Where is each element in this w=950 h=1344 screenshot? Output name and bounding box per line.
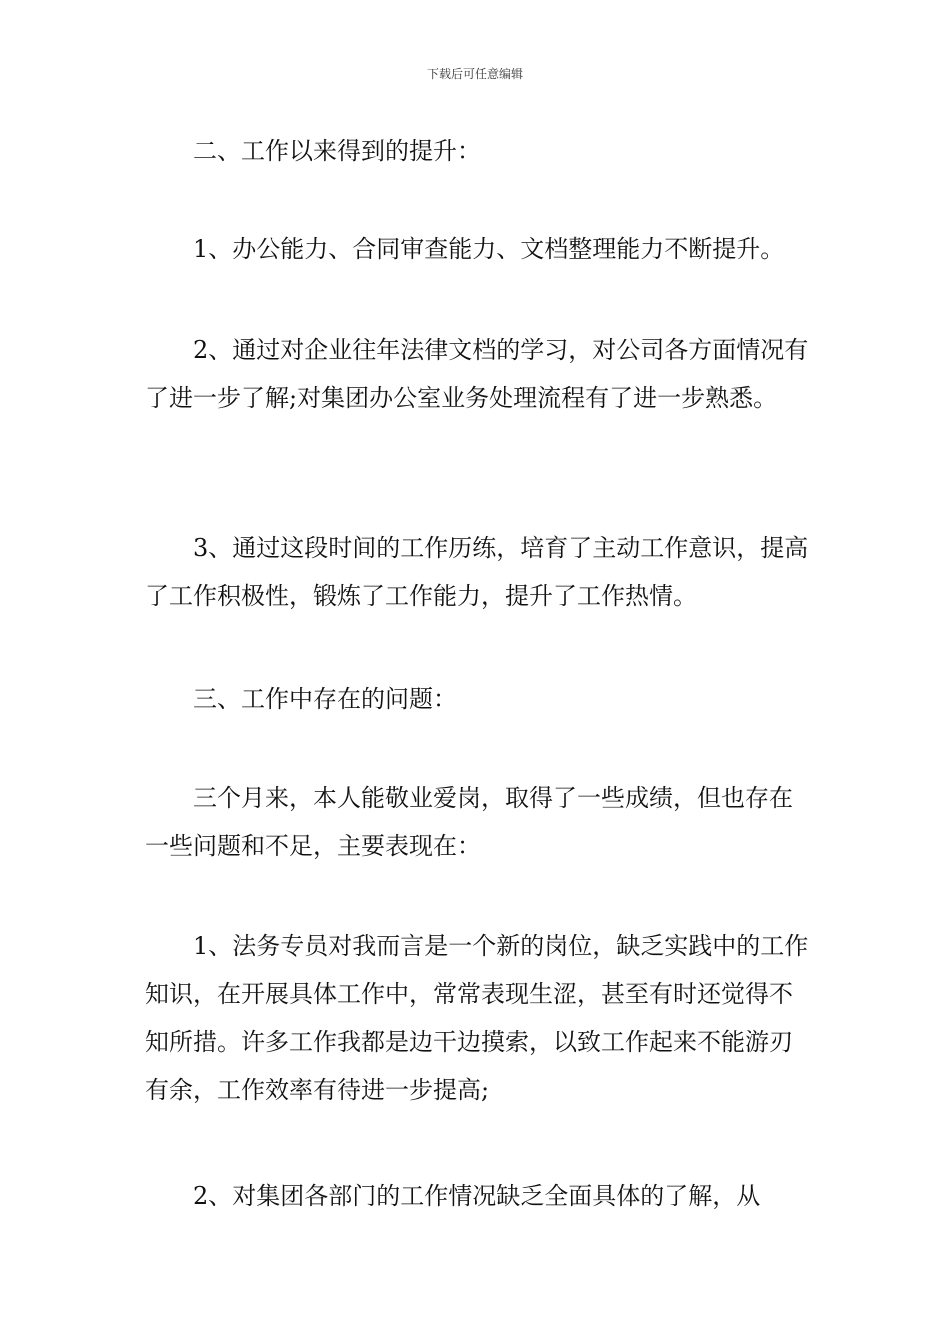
paragraph-improvement-3: 3、通过这段时间的工作历练，培育了主动工作意识，提高了工作积极性，锻炼了工作能力，提升了工作热情。 — [145, 534, 809, 610]
paragraph-problem-2: 2、对集团各部门的工作情况缺乏全面具体的了解，从 — [193, 1182, 761, 1210]
page-header: 下载后可任意编辑 — [426, 67, 523, 81]
paragraph-problem-1: 1、法务专员对我而言是一个新的岗位，缺乏实践中的工作知识，在开展具体工作中，常常表现生涩，甚至有时还觉得不知所措。许多工作我都是边干边摸索，以致工作起来不能游刃有余，工作效率有待进一步提高; — [145, 932, 809, 1104]
paragraph-problems-intro: 三个月来，本人能敬业爱岗，取得了一些成绩，但也存在一些问题和不足，主要表现在： — [145, 784, 793, 860]
section-heading-improvements: 二、工作以来得到的提升： — [193, 137, 481, 165]
paragraph-improvement-2: 2、通过对企业往年法律文档的学习，对公司各方面情况有了进一步了解;对集团办公室业务处理流程有了进一步熟悉。 — [145, 336, 809, 412]
paragraph-improvement-1: 1、办公能力、合同审查能力、文档整理能力不断提升。 — [193, 235, 785, 263]
section-heading-problems: 三、工作中存在的问题： — [193, 685, 457, 713]
